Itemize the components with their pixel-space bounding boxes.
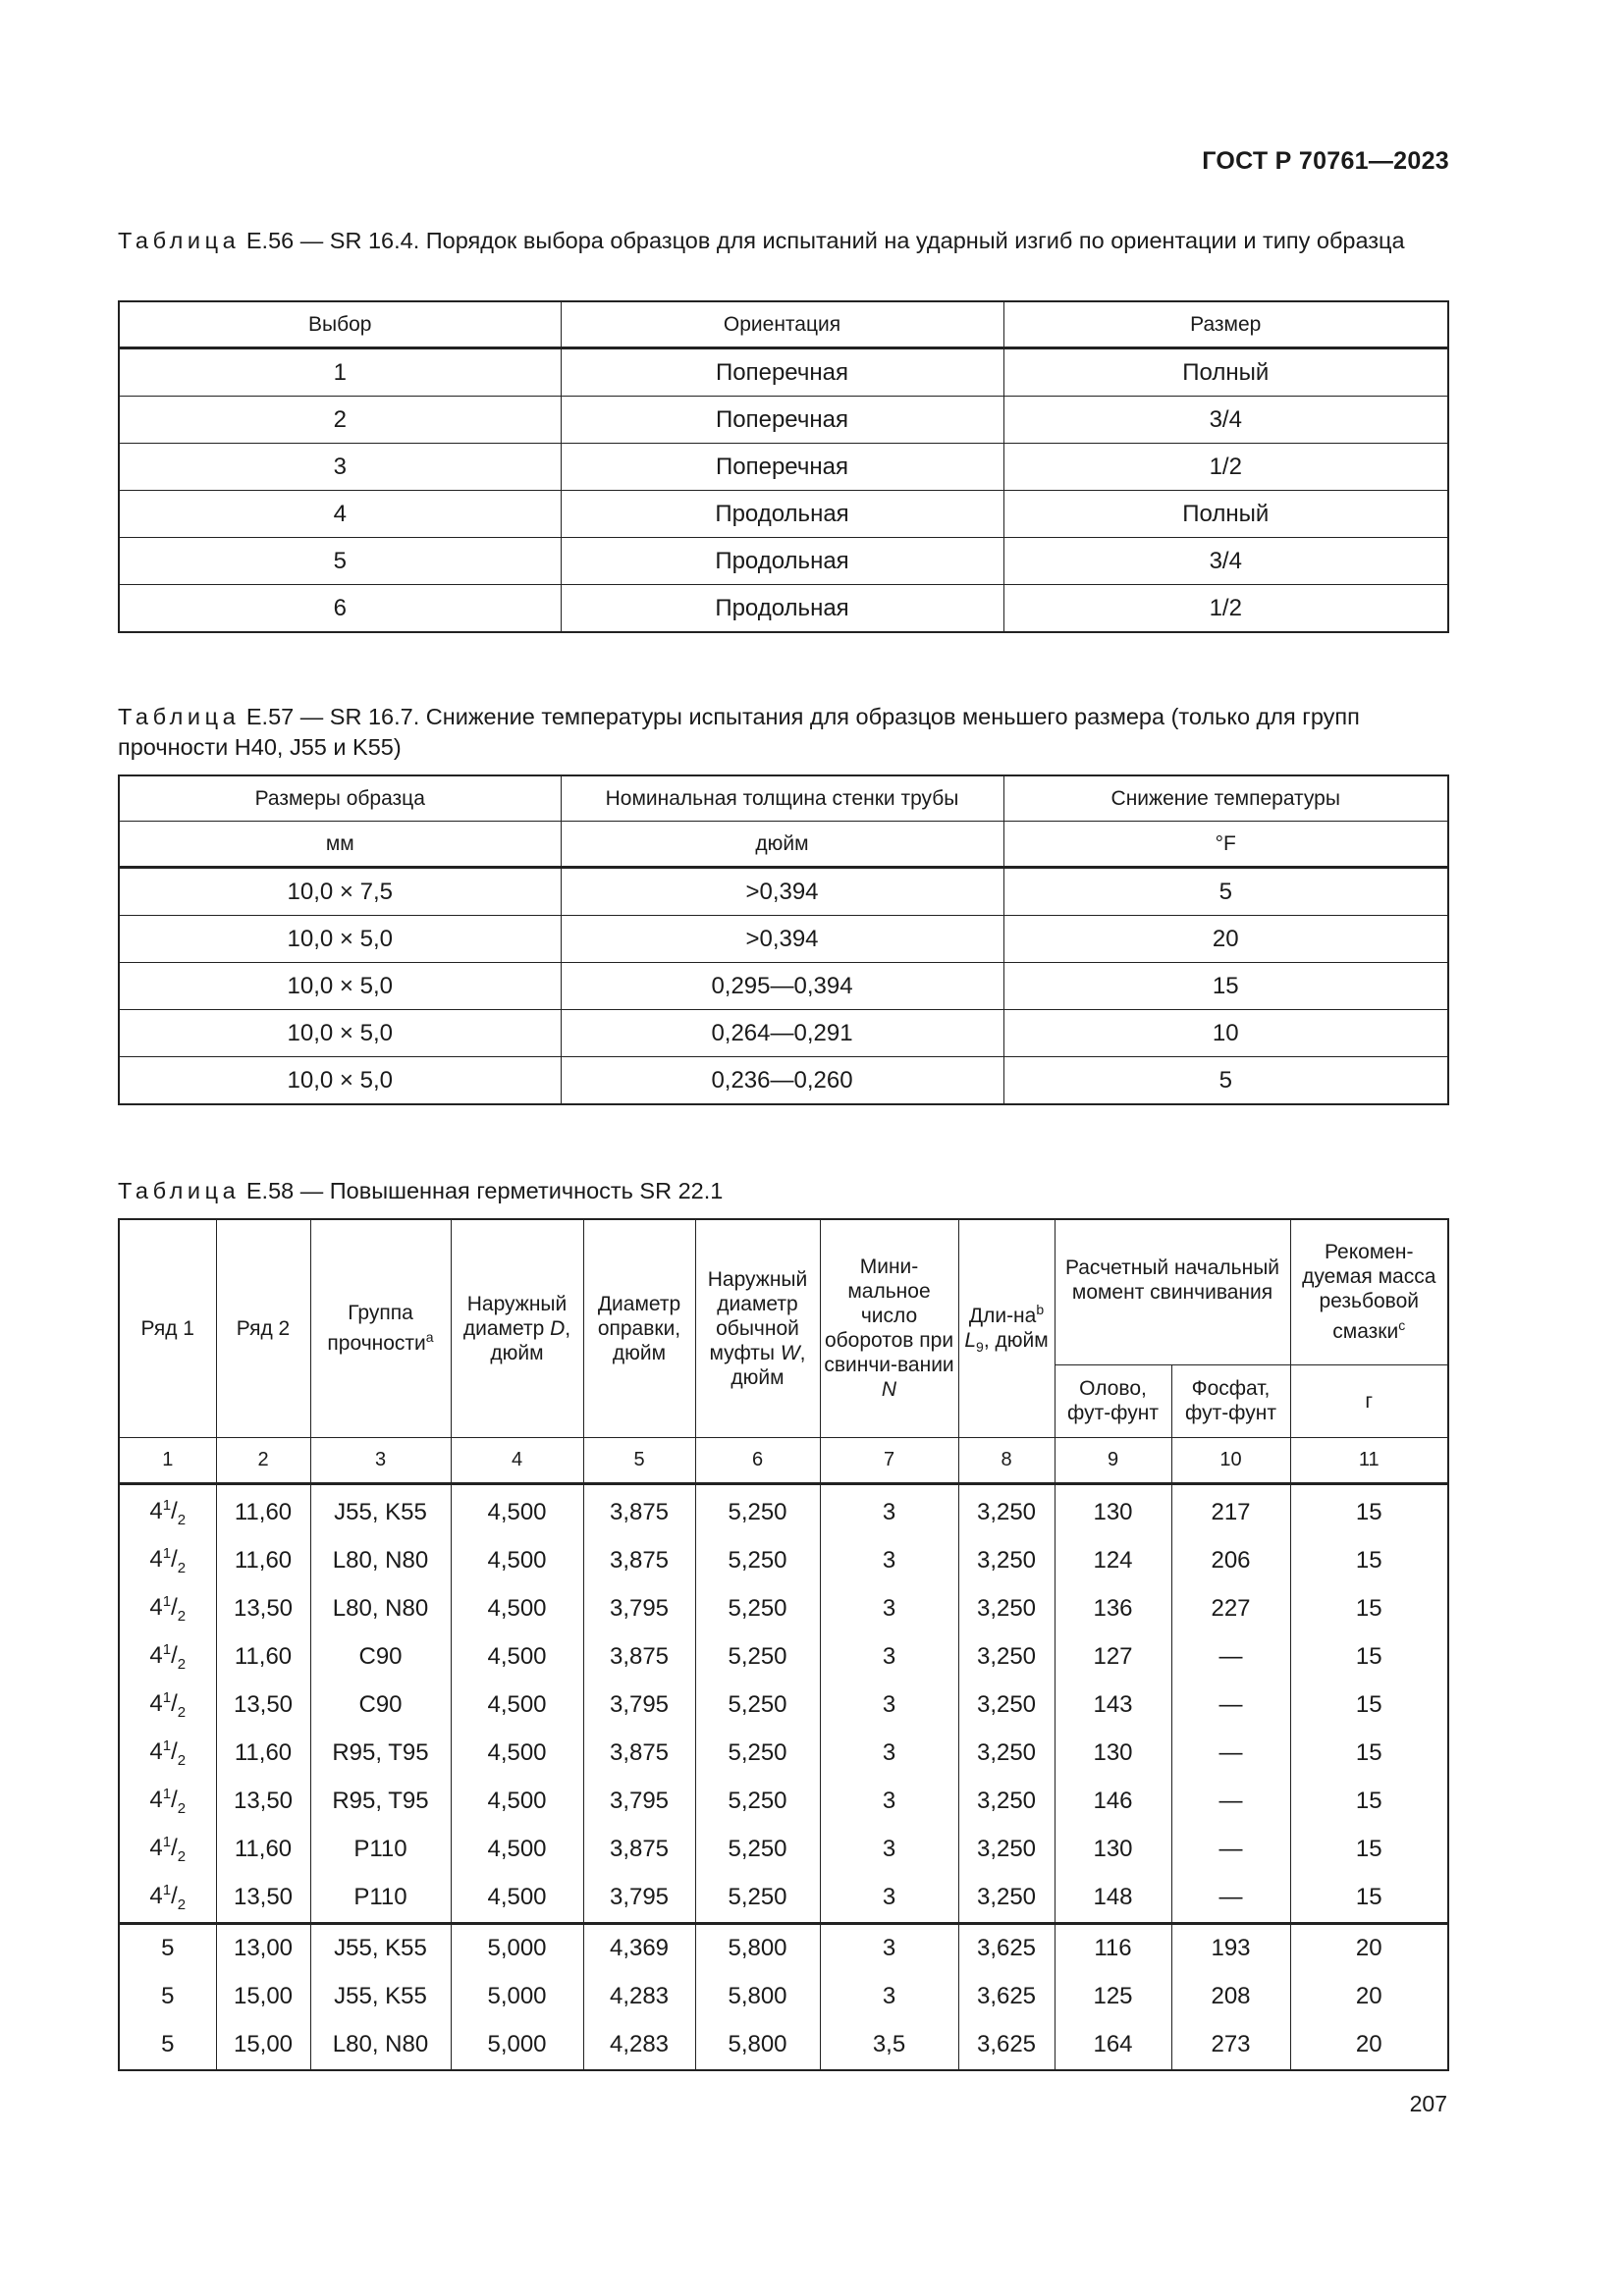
table-cell: — (1171, 1778, 1290, 1826)
table-cell: Поперечная (561, 397, 1003, 444)
table-caption-text: Е.57 — SR 16.7. Снижение температуры испытания для образцов меньшего размера (только для групп прочности H40, J55 и K55) (118, 704, 1360, 760)
table-cell: 0,295—0,394 (561, 963, 1003, 1010)
table-cell: 3 (119, 444, 561, 491)
table-header-row (119, 301, 1448, 348)
header-cell: Наружный диаметр обычной муфты W, дюйм (695, 1219, 820, 1437)
table-56-body (119, 348, 1448, 633)
table-cell: 3 (820, 1682, 958, 1730)
table-cell: 15 (1290, 1537, 1448, 1585)
table-58-caption (118, 1176, 1447, 1206)
table-row (119, 868, 1448, 916)
column-number: 1 (119, 1437, 216, 1483)
table-caption-text: Е.58 — Повышенная герметичность SR 22.1 (245, 1178, 724, 1203)
table-row (119, 491, 1448, 538)
table-cell: 146 (1055, 1778, 1171, 1826)
table-cell: 0,264—0,291 (561, 1010, 1003, 1057)
table-cell: L80, N80 (310, 1537, 451, 1585)
table-row (119, 538, 1448, 585)
table-cell: 13,50 (216, 1585, 310, 1633)
table-cell: $4^1/_2$ (119, 1483, 216, 1537)
table-cell: 3,795 (583, 1874, 695, 1924)
table-cell: Полный (1003, 348, 1448, 397)
table-cell: P110 (310, 1826, 451, 1874)
table-row (119, 397, 1448, 444)
table-cell: 20 (1290, 1923, 1448, 1973)
table-cell: 11,60 (216, 1633, 310, 1682)
header-cell: Мини-мальное число оборотов при свинчи-вании N (820, 1219, 958, 1437)
table-cell: 4,500 (451, 1826, 583, 1874)
table-cell: 124 (1055, 1537, 1171, 1585)
table-cell: 4,500 (451, 1585, 583, 1633)
table-cell: 4,500 (451, 1874, 583, 1924)
table-cell: — (1171, 1730, 1290, 1778)
table-cell: $4^1/_2$ (119, 1633, 216, 1682)
document-standard-header: ГОСТ Р 70761—2023 (1202, 147, 1449, 175)
table-cell: 125 (1055, 1973, 1171, 2021)
table-58 (118, 1218, 1449, 2071)
header-cell: Расчетный начальный момент свинчивания (1055, 1219, 1290, 1364)
table-cell: 3,625 (958, 2021, 1055, 2070)
table-57 (118, 774, 1449, 1105)
table-cell: 5,250 (695, 1682, 820, 1730)
table-row (119, 963, 1448, 1010)
table-cell: 10,0 × 5,0 (119, 963, 561, 1010)
table-cell: 130 (1055, 1826, 1171, 1874)
table-cell: 116 (1055, 1923, 1171, 1973)
table-cell: Поперечная (561, 348, 1003, 397)
column-number-row (119, 1437, 1448, 1483)
table-row (119, 1973, 1448, 2021)
column-number: 8 (958, 1437, 1055, 1483)
table-cell: L80, N80 (310, 2021, 451, 2070)
table-header-row (119, 775, 1448, 822)
table-cell: Полный (1003, 491, 1448, 538)
table-cell: 164 (1055, 2021, 1171, 2070)
table-cell: 3/4 (1003, 538, 1448, 585)
table-label: Таблица (118, 704, 241, 729)
table-56-caption (118, 226, 1447, 256)
table-label: Таблица (118, 1178, 241, 1203)
table-cell: 1/2 (1003, 585, 1448, 633)
table-cell: 4,500 (451, 1483, 583, 1537)
header-cell: Диаметр оправки, дюйм (583, 1219, 695, 1437)
table-cell: — (1171, 1826, 1290, 1874)
header-cell: Ориентация (561, 301, 1003, 348)
table-cell: 5 (119, 1923, 216, 1973)
table-cell: 273 (1171, 2021, 1290, 2070)
header-cell: Фосфат, фут-фунт (1171, 1364, 1290, 1437)
table-cell: 3,250 (958, 1778, 1055, 1826)
header-cell: Дли-$на^b$ $L_9$, дюйм (958, 1219, 1055, 1437)
table-cell: R95, T95 (310, 1778, 451, 1826)
table-cell: 4,500 (451, 1730, 583, 1778)
table-cell: 15 (1290, 1874, 1448, 1924)
table-caption-text: Е.56 — SR 16.4. Порядок выбора образцов для испытаний на ударный изгиб по ориентации и типу образца (245, 228, 1405, 253)
table-cell: Продольная (561, 585, 1003, 633)
table-cell: 0,236—0,260 (561, 1057, 1003, 1105)
unit-cell: дюйм (561, 822, 1003, 868)
column-number: 4 (451, 1437, 583, 1483)
table-cell: 3,875 (583, 1537, 695, 1585)
table-cell: 6 (119, 585, 561, 633)
table-row (119, 1874, 1448, 1924)
table-cell: 3,875 (583, 1633, 695, 1682)
header-cell: Выбор (119, 301, 561, 348)
table-cell: 15,00 (216, 2021, 310, 2070)
table-58-body (119, 1483, 1448, 2070)
table-cell: 3,795 (583, 1778, 695, 1826)
table-cell: 4,283 (583, 1973, 695, 2021)
table-cell: 15 (1290, 1483, 1448, 1537)
column-number: 9 (1055, 1437, 1171, 1483)
table-cell: L80, N80 (310, 1585, 451, 1633)
table-cell: J55, K55 (310, 1923, 451, 1973)
table-cell: 15 (1290, 1633, 1448, 1682)
table-cell: 3 (820, 1730, 958, 1778)
table-cell: 5,250 (695, 1633, 820, 1682)
table-cell: 4 (119, 491, 561, 538)
table-row (119, 1633, 1448, 1682)
table-cell: 20 (1003, 916, 1448, 963)
unit-cell: мм (119, 822, 561, 868)
table-cell: 13,50 (216, 1682, 310, 1730)
table-cell: 2 (119, 397, 561, 444)
table-cell: 4,500 (451, 1682, 583, 1730)
table-cell: 3,250 (958, 1585, 1055, 1633)
table-cell: Продольная (561, 491, 1003, 538)
table-cell: 10,0 × 5,0 (119, 1010, 561, 1057)
table-cell: 5,000 (451, 1973, 583, 2021)
table-cell: 5 (1003, 1057, 1448, 1105)
header-cell: Наружный диаметр D, дюйм (451, 1219, 583, 1437)
table-label: Таблица (118, 228, 241, 253)
table-cell: >0,394 (561, 916, 1003, 963)
table-row (119, 1778, 1448, 1826)
table-cell: 3,250 (958, 1537, 1055, 1585)
table-cell: 1 (119, 348, 561, 397)
table-cell: 3,795 (583, 1585, 695, 1633)
table-cell: $4^1/_2$ (119, 1682, 216, 1730)
table-cell: 206 (1171, 1537, 1290, 1585)
table-cell: 5,000 (451, 2021, 583, 2070)
table-cell: 136 (1055, 1585, 1171, 1633)
column-number: 6 (695, 1437, 820, 1483)
column-number: 10 (1171, 1437, 1290, 1483)
table-cell: J55, K55 (310, 1973, 451, 2021)
table-cell: J55, K55 (310, 1483, 451, 1537)
table-cell: 227 (1171, 1585, 1290, 1633)
table-cell: 3 (820, 1585, 958, 1633)
table-cell: 20 (1290, 2021, 1448, 2070)
table-cell: 3 (820, 1633, 958, 1682)
header-cell: Рекомен-дуемая масса резьбовой смазки$^c$ (1290, 1219, 1448, 1364)
table-row (119, 1923, 1448, 1973)
table-cell: 15 (1003, 963, 1448, 1010)
table-cell: R95, T95 (310, 1730, 451, 1778)
table-cell: 11,60 (216, 1826, 310, 1874)
table-cell: 3,5 (820, 2021, 958, 2070)
table-cell: 148 (1055, 1874, 1171, 1924)
table-cell: 4,500 (451, 1778, 583, 1826)
table-cell: 143 (1055, 1682, 1171, 1730)
table-cell: 3,250 (958, 1483, 1055, 1537)
table-cell: 130 (1055, 1730, 1171, 1778)
table-cell: 5,800 (695, 1923, 820, 1973)
table-header-row (119, 1219, 1448, 1364)
table-cell: 4,369 (583, 1923, 695, 1973)
table-cell: 5 (119, 538, 561, 585)
table-cell: 5,250 (695, 1874, 820, 1924)
table-row (119, 585, 1448, 633)
header-cell: Олово, фут-фунт (1055, 1364, 1171, 1437)
column-number: 7 (820, 1437, 958, 1483)
table-cell: 3,875 (583, 1483, 695, 1537)
table-cell: $4^1/_2$ (119, 1537, 216, 1585)
page-number: 207 (1409, 2091, 1447, 2116)
table-cell: 3 (820, 1826, 958, 1874)
table-cell: 5 (119, 1973, 216, 2021)
table-cell: 5,250 (695, 1826, 820, 1874)
table-cell: 3,625 (958, 1973, 1055, 2021)
table-cell: 15 (1290, 1682, 1448, 1730)
table-row (119, 1057, 1448, 1105)
table-cell: 3 (820, 1923, 958, 1973)
column-number: 3 (310, 1437, 451, 1483)
header-cell: Снижение температуры (1003, 775, 1448, 822)
table-cell: 3,625 (958, 1923, 1055, 1973)
table-cell: 13,50 (216, 1874, 310, 1924)
table-cell: 3 (820, 1483, 958, 1537)
table-row (119, 444, 1448, 491)
table-cell: 15 (1290, 1778, 1448, 1826)
table-row (119, 1682, 1448, 1730)
table-cell: 5,250 (695, 1537, 820, 1585)
table-cell: 5 (1003, 868, 1448, 916)
table-cell: $4^1/_2$ (119, 1826, 216, 1874)
table-row (119, 2021, 1448, 2070)
header-cell: г (1290, 1364, 1448, 1437)
table-cell: 5,250 (695, 1730, 820, 1778)
table-cell: 20 (1290, 1973, 1448, 2021)
table-56 (118, 300, 1449, 633)
table-cell: 15 (1290, 1585, 1448, 1633)
table-cell: 10 (1003, 1010, 1448, 1057)
table-row (119, 1483, 1448, 1537)
table-cell: 4,283 (583, 2021, 695, 2070)
table-cell: 10,0 × 5,0 (119, 916, 561, 963)
table-cell: 3 (820, 1778, 958, 1826)
header-cell: Размеры образца (119, 775, 561, 822)
table-row (119, 1010, 1448, 1057)
table-cell: 4,500 (451, 1537, 583, 1585)
header-cell: Размер (1003, 301, 1448, 348)
table-units-row (119, 822, 1448, 868)
table-cell: 3,250 (958, 1633, 1055, 1682)
table-cell: 5,800 (695, 2021, 820, 2070)
table-cell: 3,250 (958, 1730, 1055, 1778)
table-cell: 3 (820, 1874, 958, 1924)
table-cell: 11,60 (216, 1483, 310, 1537)
table-cell: — (1171, 1874, 1290, 1924)
table-cell: 13,00 (216, 1923, 310, 1973)
table-cell: 3,875 (583, 1826, 695, 1874)
table-cell: $4^1/_2$ (119, 1730, 216, 1778)
table-row (119, 1826, 1448, 1874)
table-cell: 130 (1055, 1483, 1171, 1537)
column-number: 5 (583, 1437, 695, 1483)
header-cell: Номинальная толщина стенки трубы (561, 775, 1003, 822)
table-cell: 3,250 (958, 1874, 1055, 1924)
table-cell: — (1171, 1682, 1290, 1730)
header-cell: Группа прочности$^a$ (310, 1219, 451, 1437)
table-57-caption (118, 702, 1447, 763)
table-cell: C90 (310, 1682, 451, 1730)
table-cell: 1/2 (1003, 444, 1448, 491)
table-cell: 5,800 (695, 1973, 820, 2021)
table-cell: 15 (1290, 1826, 1448, 1874)
table-cell: — (1171, 1633, 1290, 1682)
table-cell: 13,50 (216, 1778, 310, 1826)
header-cell: Ряд 2 (216, 1219, 310, 1437)
table-cell: Продольная (561, 538, 1003, 585)
table-cell: 5 (119, 2021, 216, 2070)
table-cell: 10,0 × 5,0 (119, 1057, 561, 1105)
table-cell: >0,394 (561, 868, 1003, 916)
table-cell: 5,000 (451, 1923, 583, 1973)
table-row (119, 1585, 1448, 1633)
header-cell: Ряд 1 (119, 1219, 216, 1437)
table-cell: 3,875 (583, 1730, 695, 1778)
table-cell: 11,60 (216, 1537, 310, 1585)
column-number: 11 (1290, 1437, 1448, 1483)
table-cell: 3/4 (1003, 397, 1448, 444)
table-cell: $4^1/_2$ (119, 1778, 216, 1826)
table-row (119, 1730, 1448, 1778)
table-row (119, 1537, 1448, 1585)
table-cell: 11,60 (216, 1730, 310, 1778)
table-cell: 5,250 (695, 1585, 820, 1633)
table-cell: $4^1/_2$ (119, 1874, 216, 1924)
table-cell: 127 (1055, 1633, 1171, 1682)
table-cell: 3,795 (583, 1682, 695, 1730)
table-row (119, 916, 1448, 963)
table-cell: P110 (310, 1874, 451, 1924)
table-cell: $4^1/_2$ (119, 1585, 216, 1633)
table-cell: 15,00 (216, 1973, 310, 2021)
unit-cell: °F (1003, 822, 1448, 868)
table-cell: 193 (1171, 1923, 1290, 1973)
table-57-body (119, 868, 1448, 1105)
table-cell: 3,250 (958, 1826, 1055, 1874)
table-cell: 5,250 (695, 1483, 820, 1537)
table-cell: 15 (1290, 1730, 1448, 1778)
table-cell: 217 (1171, 1483, 1290, 1537)
table-cell: 3,250 (958, 1682, 1055, 1730)
table-cell: C90 (310, 1633, 451, 1682)
table-cell: 4,500 (451, 1633, 583, 1682)
table-cell: 10,0 × 7,5 (119, 868, 561, 916)
column-number: 2 (216, 1437, 310, 1483)
table-cell: 3 (820, 1537, 958, 1585)
table-cell: 3 (820, 1973, 958, 2021)
table-cell: 208 (1171, 1973, 1290, 2021)
table-cell: Поперечная (561, 444, 1003, 491)
table-cell: 5,250 (695, 1778, 820, 1826)
table-row (119, 348, 1448, 397)
